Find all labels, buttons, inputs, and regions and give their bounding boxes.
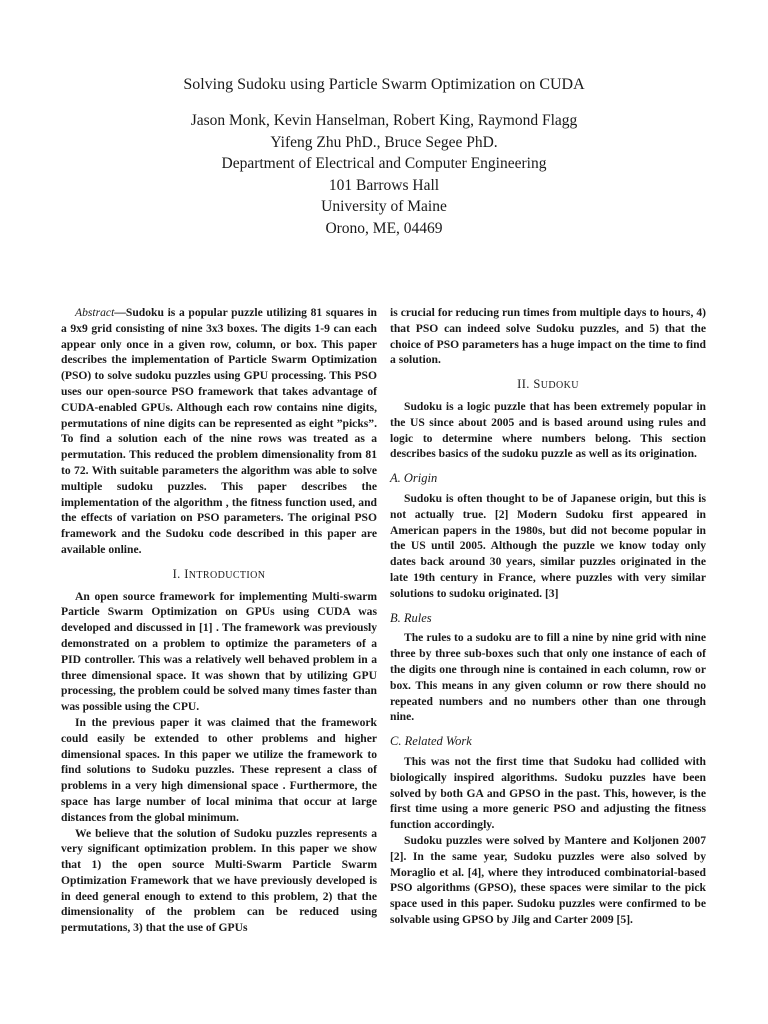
university: University of Maine [321, 198, 447, 215]
intro-paragraph-3-continued: is crucial for reducing run times from multiple days to hours, 4) that PSO can indeed solve Sudoku puzzles, and 5) that the choice of PSO parameters has a huge impact on the time to find a solution. [390, 306, 706, 367]
intro-paragraph-2: In the previous paper it was claimed that the framework could easily be extended to other problems and higher dimensional spaces. In this paper we utilize the framework to find solutions to Sudoku puzzles. These represent a class of problems in a very high dimensional space . Furthermore, the space has large number of local minima that occur at large distances from the global minimum. [61, 715, 377, 824]
authors-line-1: Jason Monk, Kevin Hanselman, Robert King, Raymond Flagg [190, 112, 578, 129]
abstract-paragraph [61, 305, 377, 558]
abstract-label: Abstract [75, 306, 115, 319]
abstract-text: —Sudoku is a popular puzzle utilizing 81 squares in a 9x9 grid consisting of nine 3x3 boxes. The digits 1-9 can each appear only once in a given row, column, or box. This paper describes the implementation of Particle Swarm Optimization (PSO) to solve sudoku puzzles using GPU processing. This PSO uses our open-source PSO framework that takes advantage of CUDA-enabled GPUs. Although each row contains nine digits, permutations of nine digits can be represented as eight ”picks”. To find a solution each of the nine rows was treated as a permutation. This reduced the problem dimensionality from 81 to 72. With suitable parameters the algorithm was able to solve multiple sudoku puzzles. This paper describes the implementation of the algorithm , the fitness function used, and the effects of variation on PSO parameters. The original PSO framework and the Sudoku code described in this paper are available online. [61, 306, 377, 556]
subsection-heading-origin: A. Origin [390, 471, 438, 486]
intro-paragraph-3: We believe that the solution of Sudoku puzzles represents a very significant optimization problem. In this paper we show that 1) the open source Multi-Swarm Particle Swarm Optimization Framework that we have previously developed is in deed general enough to extend to this problem, 2) that the dimensionality of the problem can be reduced using permutations, 3) that the use of GPUs [61, 826, 377, 935]
origin-paragraph: Sudoku is often thought to be of Japanese origin, but this is not actually true. [2] Modern Sudoku first appeared in American papers in the 1980s, but did not become popular in the US until 2005. Although the puzzle we know today only dates back around 30 years, similar puzzles originated in the late 19th century in France, where puzzles with very similar solutions to sudoku originated. [3] [390, 491, 706, 600]
paper-title: Solving Sudoku using Particle Swarm Optimization on CUDA [183, 76, 585, 93]
section-heading-sudoku: II. SUDOKU [517, 377, 579, 392]
related-work-paragraph-2: Sudoku puzzles were solved by Mantere and Koljonen 2007 [2]. In the same year, Sudoku puzzles were also solved by Moraglio et al. [4], where they introduced combinatorial-based PSO algorithms (GPSO), these spaces were similar to the pick space used in this paper. Sudoku puzzles were confirmed to be solvable using GPSO by Jilg and Carter 2009 [5]. [390, 833, 706, 926]
rules-paragraph: The rules to a sudoku are to fill a nine by nine grid with nine three by three sub-boxes such that only one instance of each of the digits one through nine is contained in each column, row or box. This means in any given column or row there should no repeated numbers and no numbers other than one through nine. [390, 631, 706, 724]
right-column [390, 305, 706, 928]
related-work-paragraph-1: This was not the first time that Sudoku had collided with biologically inspired algorithms. Sudoku puzzles have been solved by both GA and GPSO in the past. This, however, is the first time using a more generic PSO and adjusting the fitness function accordingly. [390, 754, 706, 832]
authors-line-2: Yifeng Zhu PhD., Bruce Segee PhD. [270, 133, 498, 151]
department: Department of Electrical and Computer Engineering [221, 155, 547, 172]
paper-header [0, 74, 768, 239]
section-heading-introduction: I. INTRODUCTION [172, 566, 266, 581]
left-column [61, 305, 377, 936]
address: 101 Barrows Hall [328, 176, 440, 194]
sudoku-intro-paragraph: Sudoku is a logic puzzle that has been extremely popular in the US since about 2005 and is based around using rules and logic to determine where numbers belong. This section describes basics of the sudoku puzzle as well as its origination. [390, 399, 706, 461]
city: Orono, ME, 04469 [325, 219, 443, 237]
intro-paragraph-1: An open source framework for implementing Multi-swarm Particle Swarm Optimization on GPUs using CUDA was developed and discussed in [1] . The framework was previously demonstrated on a problem to optimize the parameters of a PID controller. This was a relatively well behaved problem in a three dimensional space. It was shown that by utilizing GPU processing, the problem could be solved many times faster than was possible using the CPU. [61, 589, 377, 714]
subsection-heading-related-work: C. Related Work [390, 734, 472, 749]
subsection-heading-rules: B. Rules [390, 610, 432, 625]
